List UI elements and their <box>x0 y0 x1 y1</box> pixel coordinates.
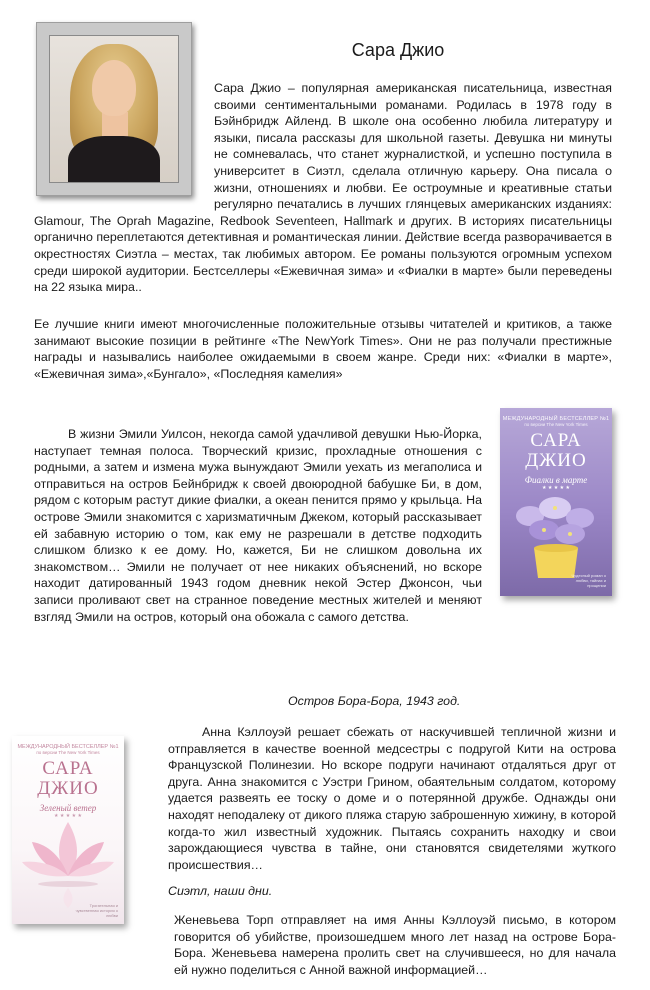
book2-setting-bora-bora: Остров Бора-Бора, 1943 год. <box>288 694 461 708</box>
book1-cover-blurb: Чудесный роман о любви, тайнах и прощении <box>571 573 606 588</box>
book1-cover-stars: ★ ★ ★ ★ ★ <box>542 485 570 491</box>
book1-cover <box>500 408 612 596</box>
book1-cover-series: МЕЖДУНАРОДНЫЙ БЕСТСЕЛЛЕР №1 <box>502 416 610 422</box>
book1-cover-title: Фиалки в марте <box>524 475 588 485</box>
book2-cover-series: МЕЖДУНАРОДНЫЙ БЕСТСЕЛЛЕР №1 <box>17 744 119 750</box>
book2-cover-stars: ★ ★ ★ ★ ★ <box>54 813 82 819</box>
book2-paragraph-1: Анна Кэллоуэй решает сбежать от наскучившей тепличной жизни и отправляется в качестве военной медсестры с подругой Кити на острова Французской Полинезии. Но вскоре подруги начинают отдаляться друг от друга. Анна знакомится с Уэстри Грином, обаятельным солдатом, которому удается развеять ее тоску о доме и о потерянной дружбе. Однажды они находят неподалеку от дикого пляжа старую заброшенную хижину, в которой когда-то жил известный художник. Пытаясь сохранить находку и свои зарождающиеся чувства в тайне, они становятся свидетелями жуткого происшествия… <box>168 725 616 872</box>
book1-description: В жизни Эмили Уилсон, некогда самой удачливой девушки Нью-Йорка, наступает темная полоса. Творческий кризис, прохладные отношения с родными, а затем и измена мужа вынуждают Эмили уехать из мегаполиса и отправиться на остров Бейнбридж к своей двоюродной бабушке Би, в дом, рядом с которым растут дикие фиалки, а океан пенится прямо у крыльца. На острове Эмили знакомится с харизматичным Джеком, который рассказывает ей забавную историю о том, как ему не разрешали в детстве подходить слишком близко к ее дому. Но, кажется, Би не слишком довольна их знакомством… Эмили не получает от нее никаких объяснений, но вскоре находит датированный 1943 годом дневник некой Эстер Джонсон, чьи записи проливают свет на странное поведение местных жителей и меняют взгляд Эмили на остров, который она обожала с самого детства. <box>34 427 482 624</box>
author-name-heading: Сара Джио <box>351 40 445 60</box>
book2-setting-seattle: Сиэтл, наши дни. <box>168 884 273 898</box>
author-bio: Сара Джио – популярная американская писательница, известная своими сентиментальными романами. Родилась в 1978 году в Бэйнбридж Айленд. В школе она особенно любила литературу и языки, писала рассказы для школьной газеты. Девушка ни минуты не сомневалась, что станет журналисткой, и успешно поступила в университет в Сиэтл, сделала отличную карьеру. Она писала о жизни, отношениях и любви. Ее остроумные и креативные статьи регулярно печатались в лучших глянцевых американских изданиях: Glamour, The Oprah Magazine, Redbook Seventeen, Hallmark и других. В историях писательницы органично переплетаются детективная и романтическая линии. Действие всегда разворачивается в окрестностях Сиэтла – местах, так любимых автором. Ее романы пользуются огромным успехом среди широкой аудитории. Бестселлеры «Ежевичная зима» и «Фиалки в марте» были переведены на 22 языка мира.. <box>34 81 612 295</box>
book1-cover-series-sub: по версии The New York Times <box>524 422 588 427</box>
book2-cover-author: САРА ДЖИО <box>37 758 99 799</box>
book1-cover-author: САРА ДЖИО <box>525 430 587 471</box>
lotus-illustration <box>12 812 124 912</box>
book2-cover-series-sub: по версии The New York Times <box>36 750 100 755</box>
book2-cover <box>12 736 124 924</box>
book2-paragraph-2: Женевьева Торп отправляет на имя Анны Кэллоуэй письмо, в котором говорится об убийстве, произошедшем много лет назад на острове Бора-Бора. Женевьева намерена пролить свет на случившееся, но для начала ей нужно поделиться с Анной важной информацией… <box>174 913 616 977</box>
author-bio-block <box>34 80 612 296</box>
book2-cover-title: Зеленый ветер <box>39 803 97 813</box>
best-books-paragraph: Ее лучшие книги имеют многочисленные положительные отзывы читателей и критиков, а также занимают высокие позиции в рейтинге «The NewYork Times». Они не раз получали престижные награды и назывались наиболее ожидаемыми в своем жанре. Среди них: «Фиалки в марте», «Ежевичная зима»,«Бунгало», «Последняя камелия» <box>34 317 612 381</box>
book2-cover-blurb: Трогательная и чувственная история о любви <box>75 903 118 918</box>
